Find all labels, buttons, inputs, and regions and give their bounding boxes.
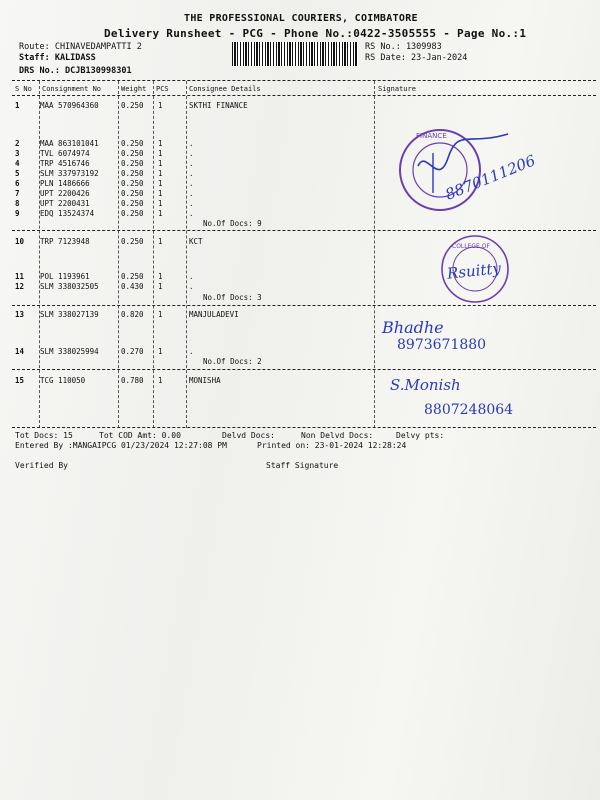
table-header-rule — [12, 95, 596, 96]
col-consignment: Consignment No — [42, 85, 102, 93]
row-con: UPT 2200431 — [40, 199, 90, 208]
row-sno: 2 — [15, 139, 20, 148]
phone-3: 8973671880 — [397, 337, 487, 353]
row-con: TCG 110050 — [40, 376, 86, 385]
page-title: Delivery Runsheet - PCG - Phone No.:0422-3505555 - Page No.:1 — [104, 27, 527, 40]
col-weight: Weight — [121, 85, 147, 93]
svg-text:COLLEGE OF: COLLEGE OF — [452, 243, 490, 250]
col-signature: Signature — [378, 85, 416, 93]
table-row — [0, 376, 600, 386]
non-delivered-docs: Non Delvd Docs: — [301, 431, 374, 440]
row-wt: 0.250 — [121, 101, 144, 110]
row-det: . — [189, 272, 194, 281]
row-con: PLN 1486666 — [40, 179, 90, 188]
group3-doc-count: No.Of Docs: 2 — [203, 357, 262, 366]
row-con: TVL 6074974 — [40, 149, 90, 158]
handwritten-note-1: 8870111206 — [442, 151, 538, 204]
row-sno: 7 — [15, 189, 20, 198]
row-det: MONISHA — [189, 376, 221, 385]
row-sno: 11 — [15, 272, 25, 281]
row-wt: 0.250 — [121, 209, 144, 218]
row-sno: 8 — [15, 199, 20, 208]
row-pcs: 1 — [158, 237, 163, 246]
row-sno: 9 — [15, 209, 20, 218]
row-con: TRP 7123948 — [40, 237, 90, 246]
row-wt: 0.250 — [121, 199, 144, 208]
row-con: MAA 570964360 — [40, 101, 99, 110]
stamp-and-signature-1 — [378, 118, 578, 238]
row-wt: 0.250 — [121, 149, 144, 158]
signature-3: Bhadhe — [382, 318, 444, 337]
row-con: UPT 2200426 — [40, 189, 90, 198]
table-row — [0, 310, 600, 320]
verified-by: Verified By — [15, 461, 68, 470]
col-pcs: PCS — [156, 85, 169, 93]
row-det: SKTHI FINANCE — [189, 101, 248, 110]
row-wt: 0.250 — [121, 139, 144, 148]
entered-by: Entered By :MANGAIPCG 01/23/2024 12:27:08 PM — [15, 441, 227, 450]
row-wt: 0.250 — [121, 159, 144, 168]
row-det: . — [189, 149, 194, 158]
rs-number: RS No.: 1309983 — [365, 42, 442, 52]
row-wt: 0.270 — [121, 347, 144, 356]
row-wt: 0.820 — [121, 310, 144, 319]
route: Route: CHINAVEDAMPATTI 2 — [19, 42, 142, 52]
row-con: EDQ 13524374 — [40, 209, 95, 218]
group1-doc-count: No.Of Docs: 9 — [203, 219, 262, 228]
row-sno: 12 — [15, 282, 25, 291]
row-wt: 0.780 — [121, 376, 144, 385]
row-wt: 0.250 — [121, 169, 144, 178]
staff-signature-label: Staff Signature — [266, 461, 339, 470]
row-wt: 0.250 — [121, 237, 144, 246]
row-con: SLM 338032505 — [40, 282, 99, 291]
rs-date: RS Date: 23-Jan-2024 — [365, 53, 468, 63]
row-pcs: 1 — [158, 282, 163, 291]
row-wt: 0.430 — [121, 282, 144, 291]
delivery-points: Delvy pts: — [396, 431, 445, 440]
row-con: POL 1193961 — [40, 272, 90, 281]
row-pcs: 1 — [158, 159, 163, 168]
signature-4: S.Monish — [390, 376, 461, 394]
row-sno: 10 — [15, 237, 25, 246]
row-sno: 6 — [15, 179, 20, 188]
staff: Staff: KALIDASS — [19, 53, 96, 63]
row-con: TRP 4516746 — [40, 159, 90, 168]
row-sno: 13 — [15, 310, 25, 319]
row-det: . — [189, 199, 194, 208]
row-det: . — [189, 209, 194, 218]
row-pcs: 1 — [158, 199, 163, 208]
row-det: . — [189, 179, 194, 188]
row-pcs: 1 — [158, 139, 163, 148]
col-sno: S No — [15, 85, 32, 93]
total-docs: Tot Docs: 15 — [15, 431, 73, 440]
row-sno: 4 — [15, 159, 20, 168]
stamp-text-1: FINANCE — [416, 132, 447, 140]
row-sno: 3 — [15, 149, 20, 158]
row-det: . — [189, 139, 194, 148]
barcode-icon — [232, 42, 358, 66]
row-pcs: 1 — [158, 169, 163, 178]
total-cod: Tot COD Amt: 0.00 — [99, 431, 181, 440]
row-wt: 0.250 — [121, 189, 144, 198]
row-pcs: 1 — [158, 189, 163, 198]
row-con: SLM 338027139 — [40, 310, 99, 319]
row-pcs: 1 — [158, 101, 163, 110]
row-pcs: 1 — [158, 347, 163, 356]
row-sno: 1 — [15, 101, 20, 110]
printed-on: Printed on: 23-01-2024 12:28:24 — [257, 441, 407, 450]
row-con: SLM 338025994 — [40, 347, 99, 356]
row-con: MAA 863101041 — [40, 139, 99, 148]
row-sno: 15 — [15, 376, 25, 385]
row-wt: 0.250 — [121, 179, 144, 188]
row-pcs: 1 — [158, 149, 163, 158]
phone-4: 8807248064 — [424, 402, 514, 418]
row-det: KCT — [189, 237, 203, 246]
row-det: . — [189, 347, 194, 356]
signature-2: Rsuitty — [446, 259, 502, 283]
table-row — [0, 101, 600, 111]
group2-doc-count: No.Of Docs: 3 — [203, 293, 262, 302]
row-sno: 5 — [15, 169, 20, 178]
table-row — [0, 347, 600, 357]
row-wt: 0.250 — [121, 272, 144, 281]
row-con: SLM 337973192 — [40, 169, 99, 178]
row-sno: 14 — [15, 347, 25, 356]
row-pcs: 1 — [158, 310, 163, 319]
col-consignee: Consignee Details — [189, 85, 261, 93]
row-det: MANJULADEVI — [189, 310, 239, 319]
table-top-rule — [12, 80, 596, 81]
drs-number: DRS No.: DCJB130998301 — [19, 66, 132, 76]
row-pcs: 1 — [158, 209, 163, 218]
row-det: . — [189, 159, 194, 168]
company-name: THE PROFESSIONAL COURIERS, COIMBATORE — [184, 13, 418, 24]
row-pcs: 1 — [158, 179, 163, 188]
row-det: . — [189, 189, 194, 198]
row-det: . — [189, 282, 194, 291]
row-pcs: 1 — [158, 272, 163, 281]
delivered-docs: Delvd Docs: — [222, 431, 275, 440]
row-det: . — [189, 169, 194, 178]
row-pcs: 1 — [158, 376, 163, 385]
